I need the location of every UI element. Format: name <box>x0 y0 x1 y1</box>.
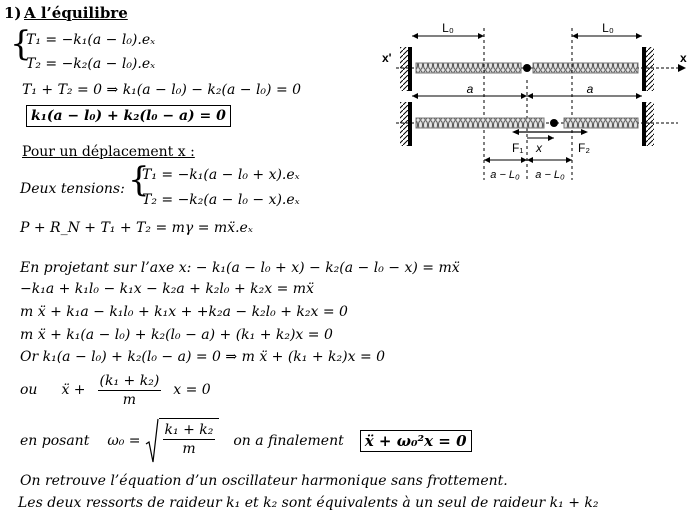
right-spring-top <box>533 63 638 73</box>
diff-left-arrow-a <box>484 157 490 163</box>
label-a-left: a <box>466 82 474 96</box>
left-wall-hatch-top <box>400 47 408 91</box>
force-f2-arrow <box>581 129 588 135</box>
eq-newton: P + R_N + T₁ + T₂ = mγ = mẍ.eₓ <box>20 220 253 236</box>
label-l0-right: L₀ <box>602 21 614 35</box>
bottom-row <box>396 102 678 146</box>
derivation-line-2: −k₁a + k₁l₀ − k₁x − k₂a + k₂l₀ + k₂x = mẍ <box>20 281 314 297</box>
mass-bottom <box>550 119 558 127</box>
conclusion-line-2: Les deux ressorts de raideur k₁ et k₂ sont équivalents à un seul de raideur k₁ + k₂ <box>18 495 599 511</box>
ou-post: x = 0 <box>173 382 211 398</box>
omega-sqrt <box>145 418 220 464</box>
tensions-label: Deux tensions: <box>20 181 125 197</box>
left-wall-bottom <box>408 102 412 146</box>
a-right-arrow-a <box>527 93 533 99</box>
ou-fraction <box>98 372 162 409</box>
right-wall-hatch-bottom <box>646 102 654 146</box>
right-wall-bottom <box>642 102 646 146</box>
derivation-line-4: m ẍ + k₁(a − l₀) + k₂(l₀ − a) + (k₁ + k₂)x = 0 <box>20 327 333 343</box>
omega-fraction-num: k₁ + k₂ <box>164 422 214 438</box>
section-title: A l’équilibre <box>24 4 128 22</box>
diff-right-arrow-b <box>566 157 572 163</box>
a-left-arrow-a <box>412 93 418 99</box>
eq-sum-equilibrium: T₁ + T₂ = 0 ⇒ k₁(a − l₀) − k₂(a − l₀) = 0 <box>22 82 302 98</box>
diff-left-arrow-b <box>521 157 527 163</box>
l0-left-arrow-b <box>478 33 484 39</box>
ou-pre: ẍ + <box>61 382 86 398</box>
derivation-line-3: m ẍ + k₁a − k₁l₀ + k₁x + +k₂a − k₂l₀ + k₂x = 0 <box>20 304 348 320</box>
right-wall-top <box>642 47 646 91</box>
label-diff-left: a − L₀ <box>490 169 520 181</box>
top-row <box>396 47 686 91</box>
a-left-arrow-b <box>521 93 527 99</box>
spring-diagram <box>378 20 690 188</box>
displacement-heading: Pour un déplacement x : <box>22 144 195 160</box>
eq-t1-displacement: T₁ = −k₁(a − l₀ + x).eₓ <box>142 167 300 183</box>
left-wall-top <box>408 47 412 91</box>
axis-arrow <box>678 64 686 72</box>
ou-fraction-num: (k₁ + k₂) <box>99 372 160 389</box>
label-diff-right: a − L₀ <box>535 169 565 181</box>
derivation-ou-line <box>20 369 211 411</box>
brace-equilibrium: { <box>10 24 32 64</box>
ou-fraction-den: m <box>122 391 137 408</box>
sqrt-icon <box>145 418 159 464</box>
derivation-line-1: En projetant sur l’axe x: − k₁(a − l₀ + x) − k₂(a − l₀ − x) = mẍ <box>20 260 460 276</box>
label-f2: F₂ <box>578 141 590 155</box>
l0-left-arrow-a <box>412 33 418 39</box>
left-spring-top <box>416 63 521 73</box>
brace-tensions: { <box>128 160 150 200</box>
label-x: x <box>680 51 687 65</box>
label-l0-left: L₀ <box>442 21 454 35</box>
right-spring-bottom <box>564 118 638 128</box>
l0-right-arrow-a <box>572 33 578 39</box>
eq-equilibrium-result: k₁(a − l₀) + k₂(l₀ − a) = 0 <box>26 105 231 127</box>
eq-t2-equilibrium: T₂ = −k₂(a − l₀).eₓ <box>26 56 156 72</box>
mass-top <box>523 64 531 72</box>
omega-lhs: ω₀ = <box>107 433 141 449</box>
posant-label: en posant <box>20 433 90 449</box>
diff-right-arrow-a <box>527 157 533 163</box>
section-number: 1) <box>4 4 22 22</box>
derivation-omega-line <box>20 418 472 464</box>
final-equation: ẍ + ω₀²x = 0 <box>360 430 472 452</box>
omega-fraction <box>159 418 220 464</box>
label-a-right: a <box>586 82 594 96</box>
finalement-label: on a finalement <box>233 433 344 449</box>
conclusion-line-1: On retrouve l’équation d’un oscillateur harmonique sans frottement. <box>20 473 508 489</box>
force-f1-arrow <box>512 129 519 135</box>
ou-label: ou <box>20 382 38 398</box>
a-right-arrow-b <box>636 93 642 99</box>
left-wall-hatch-bottom <box>400 102 408 146</box>
derivation-line-5: Or k₁(a − l₀) + k₂(l₀ − a) = 0 ⇒ m ẍ + (k₁ + k₂)x = 0 <box>20 349 386 365</box>
eq-t1-equilibrium: T₁ = −k₁(a − l₀).eₓ <box>26 32 156 48</box>
right-wall-hatch-top <box>646 47 654 91</box>
label-x-prime: x' <box>382 51 392 65</box>
disp-x-arrow <box>548 135 554 141</box>
label-disp-x: x <box>536 141 542 155</box>
label-f1: F₁ <box>512 141 524 155</box>
eq-t2-displacement: T₂ = −k₂(a − l₀ − x).eₓ <box>142 192 300 208</box>
omega-fraction-den: m <box>182 441 196 457</box>
left-spring-bottom <box>416 118 544 128</box>
l0-right-arrow-b <box>636 33 642 39</box>
